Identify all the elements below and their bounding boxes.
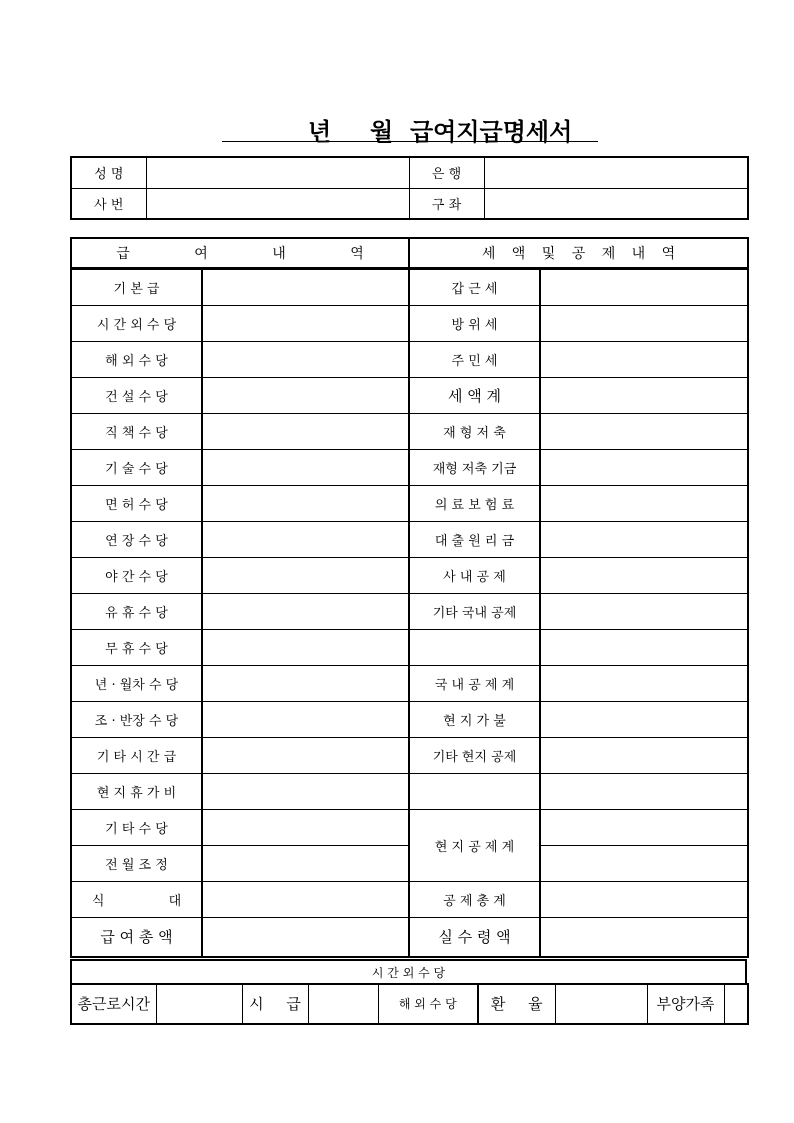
employee-info-table (70, 156, 749, 220)
bank-label: 은 행 (409, 157, 484, 188)
pay-label: 시 간 외 수 당 (71, 306, 202, 342)
overseas-label: 해 외 수 당 (378, 984, 478, 1024)
pay-section-header: 급 여 내 역 (71, 238, 409, 268)
pay-label: 기 본 급 (71, 270, 202, 306)
deduct-label: 방 위 세 (409, 306, 540, 342)
title-year: 년 (308, 118, 332, 146)
deduct-value[interactable] (540, 882, 748, 918)
emp-no-label: 사 번 (71, 188, 146, 219)
pay-label: 해 외 수 당 (71, 342, 202, 378)
pay-value[interactable] (202, 702, 409, 738)
pay-label: 기 타 수 당 (71, 810, 202, 846)
exchange-label: 환 율 (478, 984, 555, 1024)
pay-value[interactable] (202, 486, 409, 522)
pay-label: 현 지 휴 가 비 (71, 774, 202, 810)
pay-label: 전 월 조 정 (71, 846, 202, 882)
deduct-value[interactable] (540, 450, 748, 486)
deduct-label: 현 지 가 불 (409, 702, 540, 738)
pay-total-label: 급 여 총 액 (71, 918, 202, 957)
pay-label: 야 간 수 당 (71, 558, 202, 594)
deduct-value[interactable] (540, 414, 748, 450)
deduct-value[interactable] (540, 342, 748, 378)
deduct-section-header: 세 액 및 공 제 내 역 (409, 238, 748, 268)
emp-no-field[interactable] (146, 188, 409, 219)
pay-label: 년 · 월차 수 당 (71, 666, 202, 702)
overtime-header: 시 간 외 수 당 (71, 960, 746, 984)
pay-value[interactable] (202, 738, 409, 774)
deduct-label (409, 774, 540, 810)
pay-total-value[interactable] (202, 918, 409, 957)
pay-value[interactable] (202, 378, 409, 414)
deduct-label: 기타 현지 공제 (409, 738, 540, 774)
name-field[interactable] (146, 157, 409, 188)
pay-value[interactable] (202, 522, 409, 558)
section-header-table (70, 237, 749, 269)
pay-value[interactable] (202, 342, 409, 378)
hourly-label: 시 급 (242, 984, 308, 1024)
title-name: 급여지급명세서 (410, 118, 573, 146)
hourly-value[interactable] (308, 984, 378, 1024)
deduct-label: 세 액 계 (409, 378, 540, 414)
pay-label: 면 허 수 당 (71, 486, 202, 522)
deduct-label: 사 내 공 제 (409, 558, 540, 594)
pay-label: 유 휴 수 당 (71, 594, 202, 630)
pay-value[interactable] (202, 306, 409, 342)
overtime-header-table (70, 959, 747, 985)
pay-value[interactable] (202, 414, 409, 450)
total-hours-value[interactable] (156, 984, 242, 1024)
name-label: 성 명 (71, 157, 146, 188)
pay-value[interactable] (202, 810, 409, 846)
deduct-value[interactable] (540, 774, 748, 810)
deduct-label: 현 지 공 제 계 (409, 810, 540, 882)
pay-label: 건 설 수 당 (71, 378, 202, 414)
account-field[interactable] (484, 188, 748, 219)
pay-deduct-table (70, 269, 749, 958)
pay-value[interactable] (202, 270, 409, 306)
pay-label: 직 책 수 당 (71, 414, 202, 450)
document-title (222, 112, 598, 146)
pay-label: 기 타 시 간 급 (71, 738, 202, 774)
deduct-label (409, 630, 540, 666)
deduct-label: 기타 국내 공제 (409, 594, 540, 630)
deduct-value[interactable] (540, 522, 748, 558)
pay-value[interactable] (202, 450, 409, 486)
deduct-value[interactable] (540, 378, 748, 414)
deduct-label: 재 형 저 축 (409, 414, 540, 450)
pay-value[interactable] (202, 558, 409, 594)
net-pay-value[interactable] (540, 918, 748, 957)
pay-value[interactable] (202, 666, 409, 702)
deduct-label: 의 료 보 험 료 (409, 486, 540, 522)
deduct-value[interactable] (540, 846, 748, 882)
pay-label: 기 술 수 당 (71, 450, 202, 486)
pay-value[interactable] (202, 846, 409, 882)
pay-label: 연 장 수 당 (71, 522, 202, 558)
deduct-label: 갑 근 세 (409, 270, 540, 306)
exchange-value[interactable] (555, 984, 647, 1024)
deduct-value[interactable] (540, 738, 748, 774)
deduct-label: 공 제 총 계 (409, 882, 540, 918)
deduct-value[interactable] (540, 558, 748, 594)
deduct-value[interactable] (540, 486, 748, 522)
pay-value[interactable] (202, 774, 409, 810)
deduct-label: 재형 저축 기금 (409, 450, 540, 486)
deduct-label: 주 민 세 (409, 342, 540, 378)
pay-value[interactable] (202, 594, 409, 630)
deduct-label: 대 출 원 리 금 (409, 522, 540, 558)
bank-field[interactable] (484, 157, 748, 188)
deduct-value[interactable] (540, 666, 748, 702)
title-month: 월 (370, 118, 394, 146)
account-label: 구 좌 (409, 188, 484, 219)
total-hours-label: 총근로시간 (71, 984, 156, 1024)
deduct-label: 국 내 공 제 계 (409, 666, 540, 702)
net-pay-label: 실 수 령 액 (409, 918, 540, 957)
pay-label: 조 · 반장 수 당 (71, 702, 202, 738)
deduct-value[interactable] (540, 306, 748, 342)
overtime-detail-table (70, 983, 749, 1025)
deduct-value[interactable] (540, 702, 748, 738)
pay-value[interactable] (202, 630, 409, 666)
deduct-value[interactable] (540, 630, 748, 666)
dependents-label: 부양가족 (647, 984, 724, 1024)
deduct-value[interactable] (540, 270, 748, 306)
pay-value[interactable] (202, 882, 409, 918)
pay-label: 식 대 (71, 882, 202, 918)
deduct-value[interactable] (540, 594, 748, 630)
pay-label: 무 휴 수 당 (71, 630, 202, 666)
dependents-value[interactable] (724, 984, 748, 1024)
deduct-value[interactable] (540, 810, 748, 846)
